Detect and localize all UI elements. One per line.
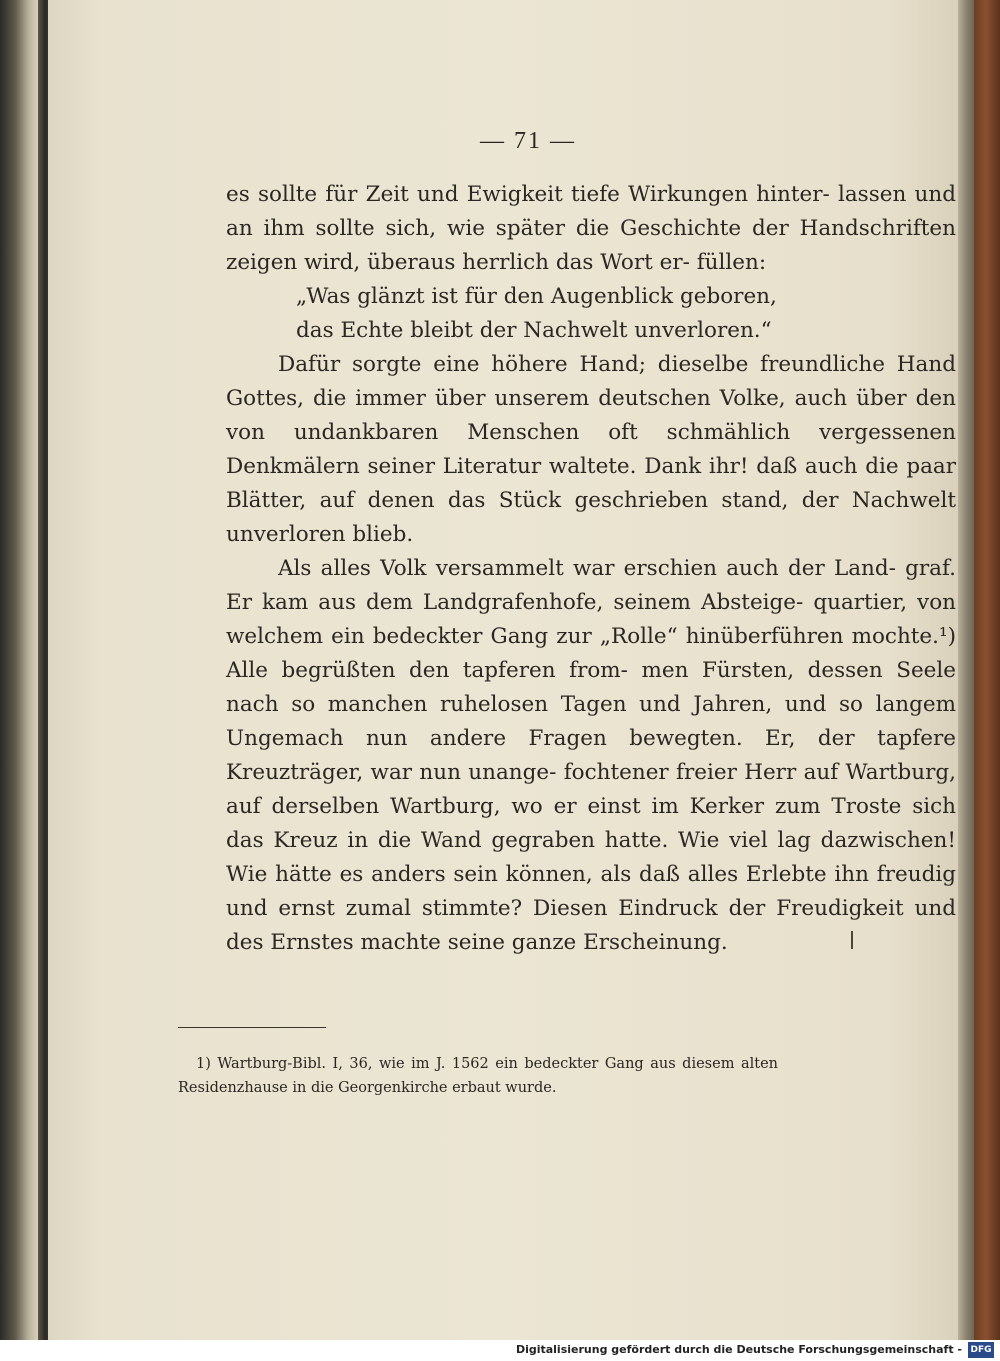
digitization-credit: Digitalisierung gefördert durch die Deutsche Forschungsgemeinschaft - <box>515 1343 962 1356</box>
book-cover-edge <box>974 0 1000 1350</box>
left-page-edge <box>0 0 38 1361</box>
dfg-logo: DFG <box>968 1342 994 1358</box>
paragraph-2: Dafür sorgte eine höhere Hand; dieselbe freundliche Hand Gottes, die immer über unserem deutschen Volke, auch über den von undankbaren Menschen oft schmählich vergessenen Denkmälern seiner Literatur waltete. Dank ihr! daß auch die paar Blätter, auf denen das Stück geschrieben stand, der Nachwelt unverloren blieb. <box>226 352 956 547</box>
margin-mark <box>851 931 853 949</box>
page-paper <box>48 0 958 1340</box>
verse-line-1: „Was glänzt ist für den Augenblick geboren, <box>296 284 777 309</box>
footnote-rule <box>178 1027 326 1028</box>
page-stack-edge <box>958 0 974 1345</box>
paragraph-3: Als alles Volk versammelt war erschien auch der Land- graf. Er kam aus dem Landgrafenhofe, seinem Absteige- quartier, von welchem ein bedeckter Gang zur „Rolle“ hinüberführen mochte.¹) Alle begrüßten den tapferen from- men Fürsten, dessen Seele nach so manchen ruhelosen Tagen und Jahren, und so langem Ungemach nun andere Fragen bewegten. Er, der tapfere Kreuzträger, war nun unange- fochtener freier Herr auf Wartburg, auf derselben Wartburg, wo er einst im Kerker zum Troste sich das Kreuz in die Wand gegraben hatte. Wie viel lag dazwischen! Wie hätte es anders sein können, als daß alles Erlebte ihn freudig und ernst zumal stimmte? Diesen Eindruck der Freudigkeit und des Ernstes machte seine ganze Erscheinung. <box>226 556 956 955</box>
body-text <box>226 178 956 960</box>
paragraph-1: es sollte für Zeit und Ewigkeit tiefe Wirkungen hinter- lassen und an ihm sollte sich, wie später die Geschichte der Handschriften zeigen wird, überaus herrlich das Wort er- füllen: <box>226 182 956 275</box>
footnote: 1) Wartburg-Bibl. I, 36, wie im J. 1562 ein bedeckter Gang aus diesem alten Residenzhause in die Georgenkirche erbaut wurde. <box>178 1056 778 1096</box>
page-number: — 71 — <box>480 128 576 154</box>
verse-line-2: das Echte bleibt der Nachwelt unverloren.“ <box>296 318 772 343</box>
